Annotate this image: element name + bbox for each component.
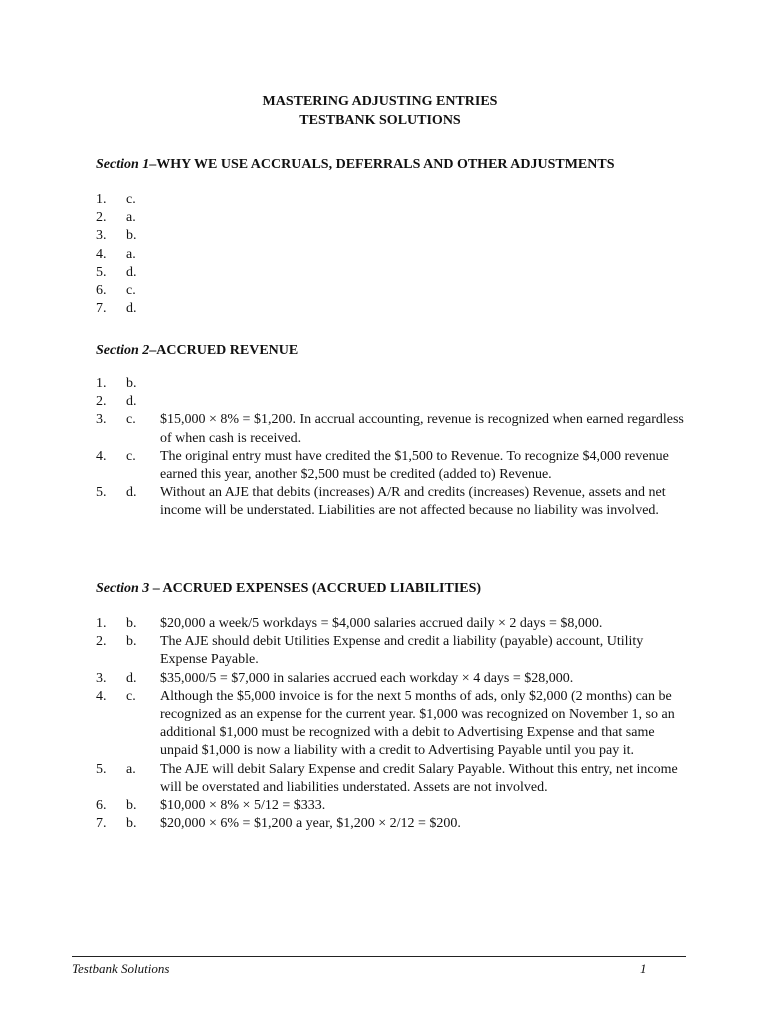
- answer-item: [96, 615, 690, 633]
- answer-letter: c.: [126, 192, 136, 207]
- question-number: 3.: [96, 670, 107, 686]
- document-subtitle: TESTBANK SOLUTIONS: [299, 113, 461, 128]
- answer-letter: c.: [126, 688, 136, 704]
- question-number: 5.: [96, 761, 107, 777]
- question-number: 4.: [96, 246, 107, 262]
- question-number: 6.: [96, 283, 107, 299]
- answer-explanation: [160, 393, 690, 411]
- question-number: 1.: [96, 616, 107, 631]
- answer-item: [96, 688, 690, 761]
- answer-letter: c.: [126, 283, 136, 299]
- section-number: Section 3: [96, 581, 150, 596]
- answer-letter: b.: [126, 616, 137, 631]
- answer-explanation: [160, 246, 690, 264]
- question-number: 1.: [96, 376, 107, 391]
- answer-letter: d.: [126, 670, 137, 686]
- section-title: –WHY WE USE ACCRUALS, DEFERRALS AND OTHER ADJUSTMENTS: [149, 157, 615, 172]
- answer-list: [96, 375, 690, 521]
- answer-explanation: $35,000/5 = $7,000 in salaries accrued each workday × 4 days = $28,000.: [160, 670, 574, 686]
- answer-explanation: [160, 264, 690, 282]
- answer-letter: b.: [126, 228, 137, 244]
- answer-list: [96, 191, 690, 318]
- answer-item: [96, 633, 690, 669]
- answer-explanation: [160, 209, 690, 227]
- section-title: – ACCRUED EXPENSES (ACCRUED LIABILITIES): [149, 581, 482, 596]
- answer-list: [96, 615, 690, 833]
- question-number: 2.: [96, 210, 107, 226]
- answer-explanation: Although the $5,000 invoice is for the next 5 months of ads, only $2,000 (2 months) can be recognized as an expense for the current year. $1,000 was recognized on November 1, so an additional $1,000 must be recognized with a debit to Advertising Expense and that same unpaid $1,000 is now a liability with a credit to Advertising Payable until you pay it.: [160, 688, 675, 759]
- answer-letter: c.: [126, 412, 136, 428]
- footer-label: Testbank Solutions: [72, 961, 170, 976]
- answer-letter: d.: [126, 394, 137, 410]
- answer-item: [96, 448, 690, 484]
- answer-explanation: [160, 375, 690, 393]
- answer-explanation: [160, 300, 690, 318]
- answer-item: [96, 264, 690, 282]
- answer-explanation: $15,000 × 8% = $1,200. In accrual accounting, revenue is recognized when earned regardless of when cash is received.: [160, 412, 684, 446]
- answer-item: [96, 411, 690, 447]
- answer-explanation: [160, 191, 690, 209]
- footer-divider: [72, 956, 686, 957]
- answer-item: [96, 300, 690, 318]
- answer-explanation: Without an AJE that debits (increases) A/R and credits (increases) Revenue, assets and net income will be understated. Liabilities are not affected because no liability was involved.: [160, 485, 666, 519]
- answer-explanation: The AJE should debit Utilities Expense and credit a liability (payable) account, Utility Expense Payable.: [160, 634, 644, 668]
- document-title: MASTERING ADJUSTING ENTRIES: [262, 94, 498, 109]
- page-number: 1: [640, 961, 647, 976]
- answer-letter: b.: [126, 798, 137, 814]
- answer-letter: a.: [126, 761, 136, 777]
- answer-letter: d.: [126, 264, 137, 280]
- answer-item: [96, 670, 690, 688]
- answer-item: [96, 246, 690, 264]
- section-title: –ACCRUED REVENUE: [149, 343, 299, 358]
- answer-explanation: [160, 227, 690, 245]
- answer-letter: c.: [126, 448, 136, 464]
- question-number: 7.: [96, 816, 107, 832]
- question-number: 5.: [96, 264, 107, 280]
- question-number: 3.: [96, 228, 107, 244]
- section-heading: [96, 580, 481, 598]
- answer-explanation: The AJE will debit Salary Expense and credit Salary Payable. Without this entry, net income will be overstated and liabilities understated. Assets are not involved.: [160, 761, 678, 795]
- answer-letter: a.: [126, 210, 136, 226]
- section-number: Section 1: [96, 157, 150, 172]
- answer-letter: b.: [126, 816, 137, 832]
- answer-item: [96, 484, 690, 520]
- question-number: 7.: [96, 301, 107, 317]
- answer-letter: a.: [126, 246, 136, 262]
- answer-letter: d.: [126, 485, 137, 501]
- question-number: 2.: [96, 394, 107, 410]
- answer-item: [96, 209, 690, 227]
- question-number: 2.: [96, 634, 107, 650]
- answer-explanation: $20,000 a week/5 workdays = $4,000 salaries accrued daily × 2 days = $8,000.: [160, 616, 603, 631]
- section-heading: [96, 156, 614, 174]
- answer-explanation: The original entry must have credited the $1,500 to Revenue. To recognize $4,000 revenue earned this year, another $2,500 must be credited (added to) Revenue.: [160, 448, 669, 483]
- answer-item: [96, 761, 690, 797]
- section-heading: [96, 342, 298, 360]
- answer-explanation: $20,000 × 6% = $1,200 a year, $1,200 × 2/12 = $200.: [160, 816, 461, 832]
- answer-explanation: [160, 282, 690, 300]
- answer-letter: b.: [126, 634, 137, 650]
- answer-item: [96, 227, 690, 245]
- answer-item: [96, 393, 690, 411]
- answer-letter: d.: [126, 301, 137, 317]
- answer-item: [96, 797, 690, 815]
- answer-item: [96, 282, 690, 300]
- answer-item: [96, 815, 690, 833]
- question-number: 1.: [96, 192, 107, 207]
- section-number: Section 2: [96, 343, 150, 358]
- question-number: 5.: [96, 485, 107, 501]
- question-number: 3.: [96, 412, 107, 428]
- answer-letter: b.: [126, 376, 137, 391]
- answer-item: [96, 375, 690, 393]
- question-number: 4.: [96, 688, 107, 704]
- answer-item: [96, 191, 690, 209]
- question-number: 4.: [96, 448, 107, 464]
- answer-explanation: $10,000 × 8% × 5/12 = $333.: [160, 798, 326, 814]
- question-number: 6.: [96, 798, 107, 814]
